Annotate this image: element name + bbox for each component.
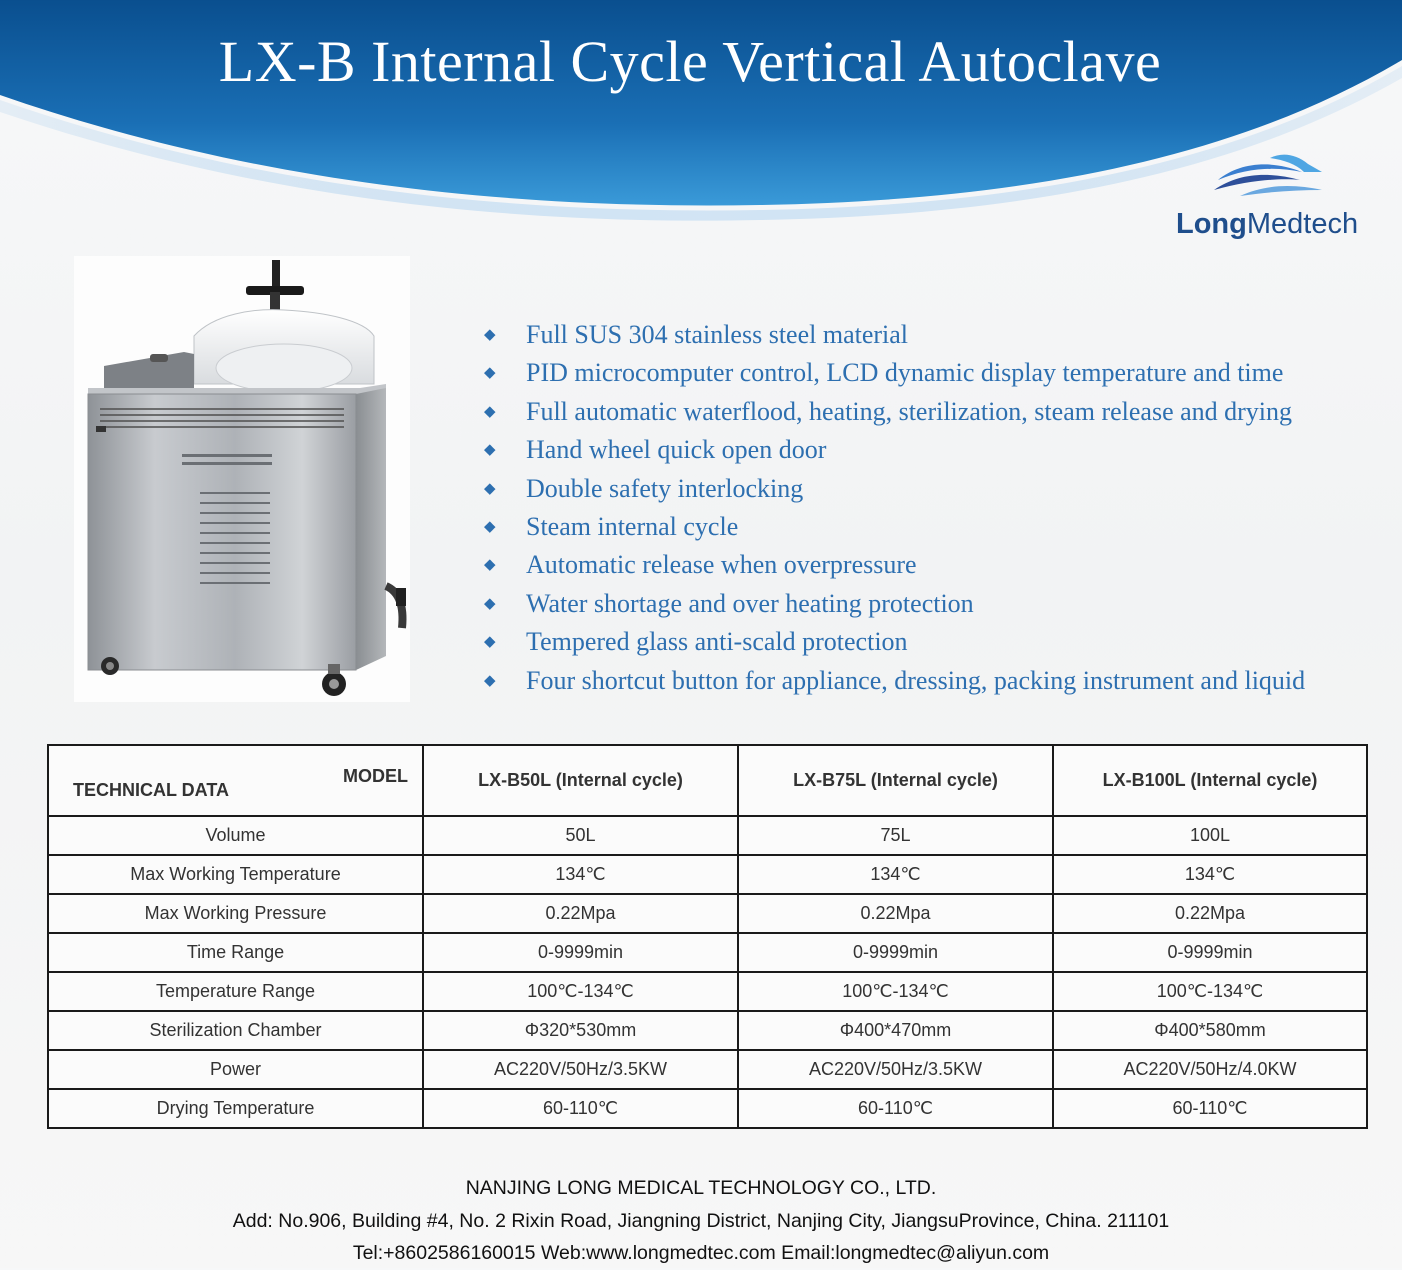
- wave-bird-logo-icon: [1210, 150, 1330, 200]
- table-row: [48, 1011, 1367, 1050]
- company-address: Add: No.906, Building #4, No. 2 Rixin Road, Jiangning District, Nanjing City, JiangsuProvince, China. 211101: [232, 1209, 1170, 1232]
- autoclave-product-image: [74, 256, 410, 702]
- feature-text: Four shortcut button for appliance, dressing, packing instrument and liquid: [526, 665, 1306, 695]
- table-cell: 75L: [738, 816, 1053, 855]
- table-cell: AC220V/50Hz/4.0KW: [1053, 1050, 1367, 1089]
- diamond-bullet-icon: ◆: [484, 518, 496, 535]
- row-label: Volume: [48, 816, 423, 855]
- model-column-header: LX-B75L (Internal cycle): [738, 745, 1053, 816]
- table-cell: Φ320*530mm: [423, 1011, 738, 1050]
- company-contact: Tel:+8602586160015 Web:www.longmedtec.com Email:longmedtec@aliyun.com: [352, 1242, 1050, 1264]
- table-cell: 0-9999min: [738, 933, 1053, 972]
- table-cell: 100℃-134℃: [423, 972, 738, 1011]
- table-cell: 60-110℃: [738, 1089, 1053, 1128]
- table-row: [48, 894, 1367, 933]
- feature-text: Full SUS 304 stainless steel material: [526, 320, 909, 349]
- model-header-label: MODEL: [343, 766, 408, 786]
- diamond-bullet-icon: ◆: [484, 634, 496, 651]
- table-cell: 50L: [423, 816, 738, 855]
- diamond-bullet-icon: ◆: [484, 595, 496, 612]
- table-cell: Φ400*470mm: [738, 1011, 1053, 1050]
- feature-text: Double safety interlocking: [526, 473, 804, 503]
- logo-wordmark: [1176, 208, 1358, 241]
- table-row: [48, 816, 1367, 855]
- row-label: Temperature Range: [48, 972, 423, 1011]
- row-label: Sterilization Chamber: [48, 1011, 423, 1050]
- table-row: [48, 972, 1367, 1011]
- table-cell: 100℃-134℃: [1053, 972, 1367, 1011]
- feature-item: [484, 508, 1305, 546]
- table-cell: AC220V/50Hz/3.5KW: [738, 1050, 1053, 1089]
- feature-text: Hand wheel quick open door: [526, 435, 827, 465]
- table-cell: Φ400*580mm: [1053, 1011, 1367, 1050]
- feature-item: [484, 354, 1305, 392]
- table-cell: 100℃-134℃: [738, 972, 1053, 1011]
- feature-item: [484, 316, 1305, 354]
- table-row: [48, 1050, 1367, 1089]
- technical-data-header-label: TECHNICAL DATA: [73, 780, 229, 800]
- logo-text-bold: Long: [1176, 208, 1247, 240]
- diamond-bullet-icon: ◆: [484, 557, 496, 574]
- diamond-bullet-icon: ◆: [484, 327, 496, 343]
- row-label: Power: [48, 1050, 423, 1089]
- diamond-bullet-icon: ◆: [484, 672, 496, 689]
- table-cell: 0.22Mpa: [738, 894, 1053, 933]
- table-cell: 60-110℃: [1053, 1089, 1367, 1128]
- row-label: Max Working Pressure: [48, 894, 423, 933]
- feature-text: Steam internal cycle: [526, 511, 739, 541]
- table-cell: 100L: [1053, 816, 1367, 855]
- table-cell: 60-110℃: [423, 1089, 738, 1128]
- diamond-bullet-icon: ◆: [484, 365, 496, 382]
- diamond-bullet-icon: ◆: [484, 480, 496, 497]
- feature-text: Tempered glass anti-scald protection: [526, 627, 908, 657]
- row-label: Drying Temperature: [48, 1089, 423, 1128]
- table-cell: 134℃: [423, 855, 738, 894]
- feature-item: [484, 623, 1305, 661]
- table-cell: 0.22Mpa: [423, 894, 738, 933]
- table-row: [48, 1089, 1367, 1128]
- feature-item: [484, 662, 1305, 700]
- table-row: [48, 855, 1367, 894]
- row-label: Time Range: [48, 933, 423, 972]
- table-cell: 134℃: [738, 855, 1053, 894]
- company-footer: [0, 1172, 1402, 1270]
- table-row: [48, 933, 1367, 972]
- feature-text: Full automatic waterflood, heating, sterilization, steam release and drying: [526, 396, 1293, 426]
- feature-item: [484, 470, 1305, 508]
- table-cell: 0.22Mpa: [1053, 894, 1367, 933]
- feature-list: [484, 316, 1305, 700]
- model-column-header: LX-B50L (Internal cycle): [423, 745, 738, 816]
- table-corner-cell: [48, 745, 423, 816]
- feature-text: Automatic release when overpressure: [526, 550, 917, 580]
- company-name: NANJING LONG MEDICAL TECHNOLOGY CO., LTD.: [465, 1177, 937, 1199]
- table-cell: 0-9999min: [1053, 933, 1367, 972]
- table-cell: 0-9999min: [423, 933, 738, 972]
- diamond-bullet-icon: ◆: [484, 403, 496, 420]
- feature-item: [484, 431, 1305, 469]
- technical-data-table: [47, 744, 1368, 1129]
- logo-text-regular: Medtech: [1246, 208, 1359, 240]
- product-image: [74, 256, 410, 702]
- table-header-row: [48, 745, 1367, 816]
- feature-text: PID microcomputer control, LCD dynamic display temperature and time: [526, 358, 1284, 388]
- table-cell: AC220V/50Hz/3.5KW: [423, 1050, 738, 1089]
- company-logo: [1170, 150, 1370, 250]
- feature-item: [484, 585, 1305, 623]
- model-column-header: LX-B100L (Internal cycle): [1053, 745, 1367, 816]
- feature-item: [484, 546, 1305, 584]
- diamond-bullet-icon: ◆: [484, 442, 496, 459]
- row-label: Max Working Temperature: [48, 855, 423, 894]
- page-title: LX-B Internal Cycle Vertical Autoclave: [218, 29, 1162, 94]
- feature-item: [484, 393, 1305, 431]
- feature-text: Water shortage and over heating protection: [526, 588, 974, 618]
- table-cell: 134℃: [1053, 855, 1367, 894]
